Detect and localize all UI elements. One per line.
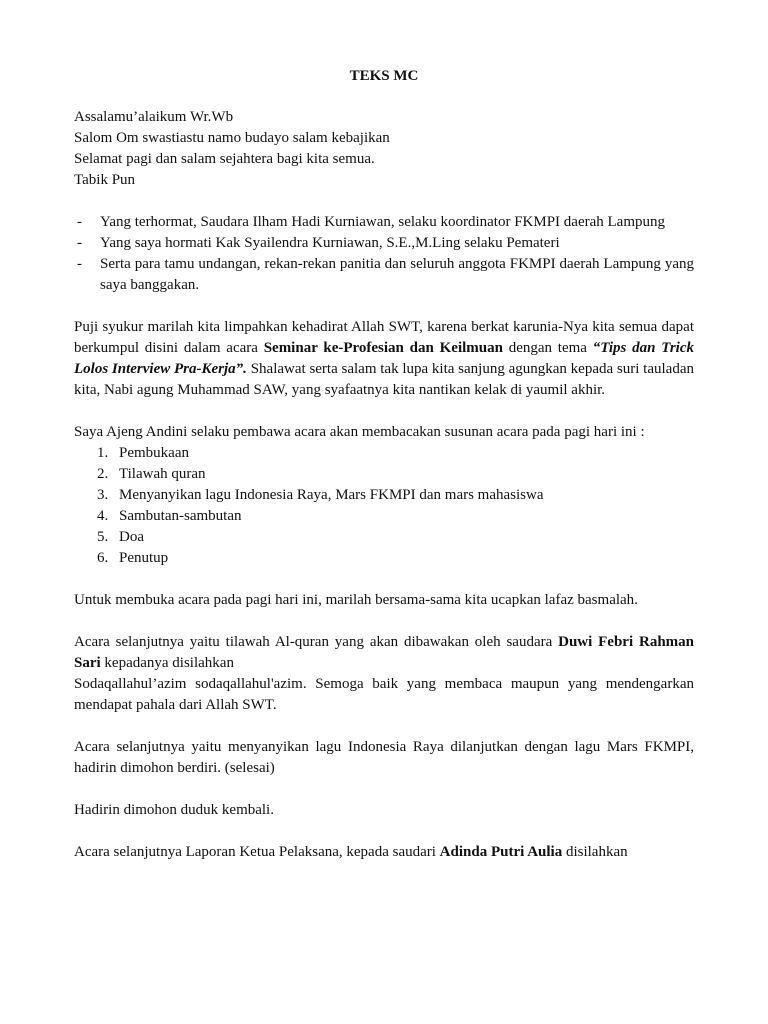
basmalah-paragraph: Untuk membuka acara pada pagi hari ini, marilah bersama-sama kita ucapkan lafaz basmalah. — [74, 592, 638, 608]
anthem-paragraph: Acara selanjutnya yaitu menyanyikan lagu Indonesia Raya dilanjutkan dengan lagu Mars FKMPI, hadirin dimohon berdiri. (selesai) — [74, 739, 694, 776]
greeting-line: Tabik Pun — [74, 172, 136, 188]
agenda-number: 6. — [97, 550, 109, 566]
honorific-item — [74, 233, 694, 254]
event-theme: “Tips dan Trick Lolos Interview Pra-Kerja”. — [74, 340, 694, 377]
greeting-line: Salom Om swastiastu namo budayo salam kebajikan — [74, 130, 390, 146]
honorific-text: Yang terhormat, Saudara Ilham Hadi Kurniawan, selaku koordinator FKMPI daerah Lampung — [100, 214, 666, 230]
reciter-name: Duwi Febri Rahman Sari — [74, 634, 694, 671]
text-run: disilahkan — [562, 844, 628, 860]
agenda-item — [74, 464, 694, 485]
sodaqallah-paragraph: Sodaqallahul’azim sodaqallahul'azim. Semoga baik yang membaca maupun yang mendengarkan mendapat pahala dari Allah SWT. — [74, 676, 694, 713]
agenda-text: Doa — [119, 529, 144, 545]
agenda-text: Sambutan-sambutan — [119, 508, 242, 524]
dash-marker: - — [77, 214, 82, 230]
agenda-item — [74, 485, 694, 506]
chair-name: Adinda Putri Aulia — [439, 844, 563, 860]
agenda-number: 3. — [97, 487, 109, 503]
dash-marker: - — [77, 235, 82, 251]
greetings-block — [74, 107, 694, 191]
agenda-number: 1. — [97, 445, 109, 461]
honorifics-list — [74, 212, 694, 296]
agenda-text: Pembukaan — [119, 445, 189, 461]
text-run: Puji syukur marilah kita limpahkan kehadirat Allah SWT, karena berkat karunia-Nya kita semua dapat berkumpul disini dalam acara — [74, 319, 694, 356]
agenda-item — [74, 443, 694, 464]
sit-down-paragraph: Hadirin dimohon duduk kembali. — [74, 802, 274, 818]
agenda-item — [74, 527, 694, 548]
agenda-text: Penutup — [119, 550, 169, 566]
event-name: Seminar ke-Profesian dan Keilmuan — [263, 340, 503, 356]
greeting-line: Selamat pagi dan salam sejahtera bagi kita semua. — [74, 151, 375, 167]
greeting-line: Assalamu’alaikum Wr.Wb — [74, 109, 234, 125]
agenda-number: 2. — [97, 466, 109, 482]
agenda-intro: Saya Ajeng Andini selaku pembawa acara akan membacakan susunan acara pada pagi hari ini : — [74, 424, 645, 440]
agenda-number: 5. — [97, 529, 109, 545]
text-run: dengan tema — [502, 340, 593, 356]
agenda-number: 4. — [97, 508, 109, 524]
document-title: TEKS MC — [349, 68, 419, 84]
agenda-item — [74, 506, 694, 527]
honorific-text: Serta para tamu undangan, rekan-rekan panitia dan seluruh anggota FKMPI daerah Lampung yang saya banggakan. — [100, 256, 694, 293]
text-run: kepadanya disilahkan — [100, 655, 234, 671]
tilawah-paragraph — [74, 632, 694, 674]
text-run: Shalawat serta salam tak lupa kita sanjung agungkan kepada suri tauladan kita, Nabi agung Muhammad SAW, yang syafaatnya kita nantikan kelak di yaumil akhir. — [74, 361, 694, 398]
honorific-text: Yang saya hormati Kak Syailendra Kurniawan, S.E.,M.Ling selaku Pemateri — [100, 235, 560, 251]
opening-paragraph — [74, 317, 694, 401]
honorific-item — [74, 254, 694, 296]
agenda-item — [74, 548, 694, 569]
agenda-text: Menyanyikan lagu Indonesia Raya, Mars FKMPI dan mars mahasiswa — [119, 487, 544, 503]
text-run: Acara selanjutnya Laporan Ketua Pelaksana, kepada saudari — [74, 844, 440, 860]
text-run: Acara selanjutnya yaitu tilawah Al-quran yang akan dibawakan oleh saudara — [74, 634, 559, 650]
agenda-list — [74, 443, 694, 569]
honorific-item — [74, 212, 694, 233]
agenda-text: Tilawah quran — [119, 466, 206, 482]
report-paragraph — [74, 842, 694, 863]
dash-marker: - — [77, 256, 82, 272]
